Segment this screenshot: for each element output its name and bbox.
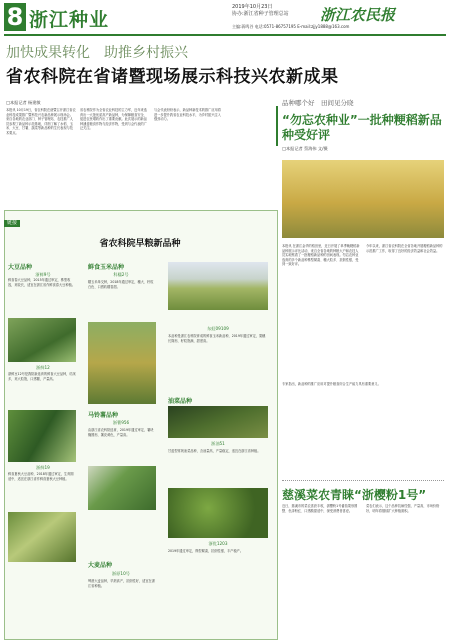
- mid-3-name: 浙优1203: [208, 541, 228, 546]
- lead-column-2: 省农科院作为全省农业科技的主力军，近年来选育出一大批优质高产新品种，为保障粮食安全、促进农民增收作出了重要贡献。此次展示的新品种涵盖粮食作物与经济作物，受到与会代表的广泛关注。: [80, 108, 147, 131]
- mid-2-text: 甘蓝型常规油菜品种，含油量高，产量稳定，适宜在浙江省种植。: [168, 449, 261, 453]
- potato-1-name: 浙薯956: [112, 420, 130, 425]
- mid-2-name: 浙油51: [211, 441, 225, 446]
- soybean-2-name: 浙鲜12: [36, 365, 50, 370]
- issue-date: [232, 4, 322, 18]
- right-body: 本报讯 在浙江金华的稻田里，近日开展了单季晚粳稻新品种展示评比活动，来自全省各地的种粮大户和农技人员实地察看了一批粳稻新品种的田间表现。勿忘农种业选育的多个新品种株型紧凑、穗大粒多、抗倒性强，受到一致好评。: [282, 244, 360, 267]
- soybean-3-photo: [8, 512, 76, 562]
- rapeseed-title: 油菜品种: [168, 398, 193, 405]
- soybean-3-name: 浙鲜19: [36, 465, 50, 470]
- right-bottom-col-1: 近日，慈溪市的菜农喜获丰收，浙樱粉1号番茄果形圆整、色泽粉红、口感酸甜适中，深受消费者喜爱。: [282, 504, 358, 513]
- mid-1-text: 本品种是浙江农科院育成的鲜食玉米新品种，2019年通过审定，果穗长筒形，籽粒饱满，甜度高。: [168, 334, 266, 343]
- rapeseed-photo: [168, 406, 268, 438]
- section-title: 浙江种业: [29, 9, 110, 31]
- barley-1-name: 浙原10号: [112, 571, 130, 576]
- soybean-title: 大豆品种: [8, 264, 33, 271]
- soybean-1-name: 浙鲜9号: [35, 272, 51, 277]
- soybean-1-photo: [8, 318, 76, 362]
- lead-column-1: 本报讯 10月19日，省农科院在诸暨召开浙江省农业科技成果推广暨科技兴农新品种展示现场会。来自各地的农业部门、种子管理站、农技推广人员参观了新品种示范基地，详细了解了水稻、玉米、大豆、甘薯、蔬菜等新品种的生长表现与技术要点。: [6, 108, 76, 135]
- right-bottom-headline: 慈溪菜农青睐“浙樱粉1号”: [282, 488, 427, 502]
- barley-1-text: 啤酒大麦品种，早熟高产，抗倒性好，适宜在浙江省种植。: [88, 579, 155, 588]
- right-body-2: 今年以来，浙江省农科院在全省各地开展粳稻新品种的示范推广工作，取得了良好的经济效益和社会效益。: [366, 244, 443, 253]
- contact-line: 主编:蒋鸣谷 电话:0571-86757195 E-mail:zjjy1888@163.com: [232, 24, 350, 29]
- soybean-1-text: 鲜食春大豆品种，2015年通过审定，株型收敛，荚较长，适宜在浙江省作鲜食春大豆种植。: [8, 278, 75, 287]
- barley-title: 大麦品种: [88, 562, 113, 569]
- mid-3-photo: [168, 488, 268, 538]
- section-tag-label: 链接: [4, 220, 20, 227]
- right-body-3: 专家指出，新品种的推广应用对提升粮食综合生产能力具有重要意义。: [282, 382, 381, 386]
- section-tag: [4, 220, 20, 227]
- soybean-2-text: 浙鲜豆12号是我院新选育的鲜食大豆品种，结荚多，荚大粒饱，口感糯，产量高。: [8, 372, 76, 381]
- corn-photo: [88, 322, 156, 404]
- right-bottom-col-2: 菜农们表示，这个品种抗病性强，产量高，市场价格好，明年将继续扩大种植面积。: [366, 504, 440, 513]
- page-number: 8: [4, 3, 26, 31]
- right-kicker: 品种哪个好 田间见分晓: [282, 99, 354, 107]
- divider: [282, 480, 444, 481]
- mid-3-text: 2019年通过审定，株型紧凑，抗倒性强，丰产稳产。: [168, 549, 244, 553]
- lead-byline: □本报记者 杨建敏: [6, 100, 41, 105]
- right-byline: □本报记者 蔡海伟 文/摄: [282, 146, 328, 151]
- variety-section-title: 省农科院早粮新品种: [99, 239, 181, 249]
- corn-1-name: 科糯2号: [113, 272, 129, 277]
- potato-photo: [88, 466, 156, 510]
- rice-field-photo: [282, 160, 444, 238]
- newspaper-brand: 浙江农民报: [320, 6, 396, 24]
- soybean-3-text: 鲜食夏秋大豆品种，2018年通过审定，生育期适中，适宜在浙江省作鲜食夏秋大豆种植。: [8, 472, 74, 481]
- editor-text: 协办:浙江省种子管理总站: [232, 11, 289, 17]
- date-text: 2019年10月23日: [232, 4, 273, 10]
- lead-kicker: 加快成果转化 助推乡村振兴: [6, 45, 188, 61]
- soybean-2-photo: [8, 410, 76, 462]
- potato-1-text: 由浙江省农科院选育，2019年通过审定，薯块椭圆形，薯皮黄色，产量高。: [88, 428, 154, 437]
- header-rule: [4, 34, 446, 36]
- potato-title: 马铃薯品种: [88, 412, 119, 419]
- corn-1-text: 糯玉米单交种，2018年通过审定，穗大、籽粒白色、口感软糯香甜。: [88, 280, 154, 289]
- lead-headline: 省农科院在省诸暨现场展示科技兴农新成果: [6, 67, 339, 87]
- corn-title: 鲜食玉米品种: [88, 264, 125, 271]
- lead-column-3: 与会代表纷纷表示，新品种新技术的推广应用将进一步提升我省农业科技水平，为乡村振兴注入强劲动力。: [154, 108, 221, 122]
- mid-field-photo: [168, 262, 268, 310]
- mid-1-name: 东虹09109: [207, 326, 229, 331]
- accent-bar: [276, 106, 278, 146]
- right-headline: “勿忘农种业”一批种粳稻新品种受好评: [282, 113, 442, 142]
